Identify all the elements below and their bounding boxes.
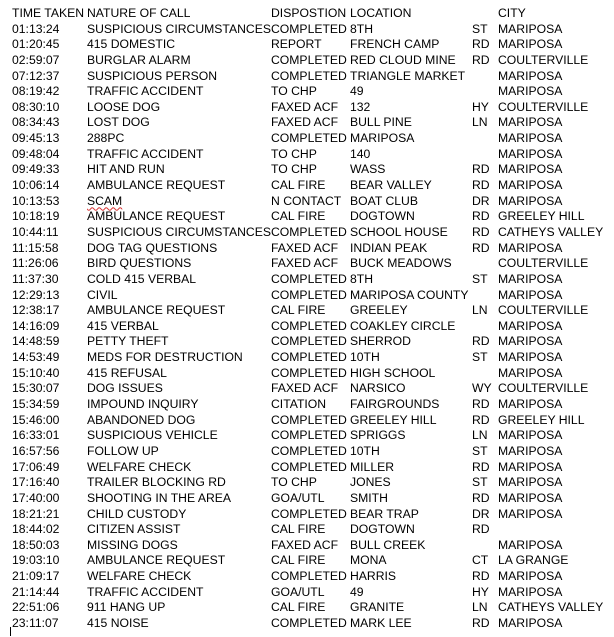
cell-suffix: ST bbox=[472, 443, 488, 458]
cell-location: MARIPOSA bbox=[350, 131, 415, 146]
cell-suffix: RD bbox=[472, 224, 490, 239]
cell-location: SPRIGGS bbox=[350, 428, 406, 443]
cell-time: 01:20:45 bbox=[12, 37, 60, 52]
cell-suffix: RD bbox=[472, 397, 490, 412]
cell-location: DOGTOWN bbox=[350, 522, 415, 537]
cell-suffix: LN bbox=[472, 428, 488, 443]
cell-nature: SCAM bbox=[87, 193, 123, 208]
cell-location: BEAR TRAP bbox=[350, 506, 419, 521]
cell-nature: BURGLAR ALARM bbox=[87, 52, 191, 67]
cell-nature: WELFARE CHECK bbox=[87, 459, 192, 474]
cell-nature: SHOOTING IN THE AREA bbox=[87, 490, 232, 505]
cell-city: MARIPOSA bbox=[498, 397, 563, 412]
cell-suffix: CT bbox=[472, 553, 489, 568]
cell-time: 01:13:24 bbox=[12, 21, 60, 36]
cell-location: TRIANGLE MARKET bbox=[350, 68, 466, 83]
text-cursor bbox=[10, 627, 11, 636]
cell-nature: 415 VERBAL bbox=[87, 318, 159, 333]
cell-disposition: TO CHP bbox=[271, 146, 317, 161]
cell-time: 10:06:14 bbox=[12, 178, 60, 193]
cell-nature: IMPOUND INQUIRY bbox=[87, 397, 199, 412]
cell-nature: SUSPICIOUS CIRCUMSTANCES bbox=[87, 21, 271, 36]
cell-nature: 415 DOMESTIC bbox=[87, 37, 176, 52]
cell-city: MARIPOSA bbox=[498, 271, 563, 286]
cell-city: MARIPOSA bbox=[498, 84, 563, 99]
header-nature: NATURE OF CALL bbox=[87, 6, 191, 20]
cell-nature: FOLLOW UP bbox=[87, 443, 159, 458]
cell-location: BOAT CLUB bbox=[350, 193, 418, 208]
cell-suffix: ST bbox=[472, 21, 488, 36]
cell-nature: CHILD CUSTODY bbox=[87, 506, 187, 521]
cell-disposition: FAXED ACF bbox=[271, 381, 339, 396]
cell-time: 09:49:33 bbox=[12, 162, 60, 177]
cell-nature: AMBULANCE REQUEST bbox=[87, 553, 226, 568]
cell-location: SMITH bbox=[350, 490, 388, 505]
cell-location: MARIPOSA COUNTY bbox=[350, 287, 469, 302]
cell-city: MARIPOSA bbox=[498, 68, 563, 83]
cell-suffix: RD bbox=[472, 209, 490, 224]
cell-disposition: CAL FIRE bbox=[271, 522, 326, 537]
cell-disposition: COMPLETED bbox=[271, 21, 347, 36]
cell-nature: PETTY THEFT bbox=[87, 334, 169, 349]
cell-time: 12:29:13 bbox=[12, 287, 60, 302]
cell-location: BUCK MEADOWS bbox=[350, 256, 452, 271]
cell-city: MARIPOSA bbox=[498, 146, 563, 161]
header-time: TIME TAKEN bbox=[12, 6, 85, 20]
cell-location: BULL PINE bbox=[350, 115, 412, 130]
cell-nature: SUSPICIOUS VEHICLE bbox=[87, 428, 218, 443]
cell-city: MARIPOSA bbox=[498, 459, 563, 474]
cell-suffix: RD bbox=[472, 615, 490, 630]
cell-disposition: GOA/UTL bbox=[271, 584, 325, 599]
cell-time: 10:18:19 bbox=[12, 209, 60, 224]
cell-location: GRANITE bbox=[350, 600, 405, 615]
cell-suffix: RD bbox=[472, 240, 490, 255]
cell-nature: HIT AND RUN bbox=[87, 162, 165, 177]
cell-city: CATHEYS VALLEY bbox=[498, 224, 604, 239]
cell-location: WASS bbox=[350, 162, 386, 177]
cell-suffix: HY bbox=[472, 99, 489, 114]
cell-location: HIGH SCHOOL bbox=[350, 365, 436, 380]
cell-nature: 911 HANG UP bbox=[87, 600, 166, 615]
cell-location: 8TH bbox=[350, 21, 374, 36]
cell-location: NARSICO bbox=[350, 381, 406, 396]
cell-disposition: COMPLETED bbox=[271, 224, 347, 239]
cell-nature: WELFARE CHECK bbox=[87, 569, 192, 584]
cell-location: 8TH bbox=[350, 271, 374, 286]
header-disposition: DISPOSTION bbox=[271, 6, 347, 20]
cell-nature: SUSPICIOUS CIRCUMSTANCES bbox=[87, 224, 271, 239]
cell-disposition: COMPLETED bbox=[271, 287, 347, 302]
cell-city: MARIPOSA bbox=[498, 334, 563, 349]
cell-location: BEAR VALLEY bbox=[350, 178, 432, 193]
cell-time: 18:50:03 bbox=[12, 537, 60, 552]
cell-location: 49 bbox=[350, 584, 364, 599]
cell-suffix: WY bbox=[472, 381, 492, 396]
cell-location: 49 bbox=[350, 84, 364, 99]
cell-nature: LOOSE DOG bbox=[87, 99, 161, 114]
cell-location: BULL CREEK bbox=[350, 537, 426, 552]
cell-time: 12:38:17 bbox=[12, 303, 60, 318]
cell-city: MARIPOSA bbox=[498, 193, 563, 208]
cell-disposition: TO CHP bbox=[271, 84, 317, 99]
cell-nature: CIVIL bbox=[87, 287, 118, 302]
cell-time: 18:21:21 bbox=[12, 506, 60, 521]
cell-time: 07:12:37 bbox=[12, 68, 60, 83]
cell-nature: MEDS FOR DESTRUCTION bbox=[87, 350, 243, 365]
cell-disposition: COMPLETED bbox=[271, 271, 347, 286]
cell-time: 17:06:49 bbox=[12, 459, 60, 474]
cell-suffix: RD bbox=[472, 52, 490, 67]
cell-disposition: COMPLETED bbox=[271, 443, 347, 458]
cell-suffix: RD bbox=[472, 37, 490, 52]
cell-city: MARIPOSA bbox=[498, 318, 563, 333]
cell-disposition: GOA/UTL bbox=[271, 490, 325, 505]
cell-location: 10TH bbox=[350, 350, 380, 365]
cell-suffix: RD bbox=[472, 522, 490, 537]
cell-nature: DOG ISSUES bbox=[87, 381, 163, 396]
cell-nature: TRAFFIC ACCIDENT bbox=[87, 146, 204, 161]
cell-disposition: FAXED ACF bbox=[271, 115, 339, 130]
cell-time: 21:09:17 bbox=[12, 569, 60, 584]
cell-time: 10:13:53 bbox=[12, 193, 60, 208]
cell-disposition: TO CHP bbox=[271, 475, 317, 490]
cell-disposition: TO CHP bbox=[271, 162, 317, 177]
cell-nature: TRAILER BLOCKING RD bbox=[87, 475, 226, 490]
cell-time: 11:15:58 bbox=[12, 240, 59, 255]
cell-time: 22:51:06 bbox=[12, 600, 60, 615]
cell-nature: 415 REFUSAL bbox=[87, 365, 167, 380]
cell-location: MILLER bbox=[350, 459, 395, 474]
cell-disposition: COMPLETED bbox=[271, 131, 347, 146]
cell-disposition: CITATION bbox=[271, 397, 327, 412]
cell-time: 08:34:43 bbox=[12, 115, 60, 130]
cell-city: MARIPOSA bbox=[498, 131, 563, 146]
cell-time: 02:59:07 bbox=[12, 52, 60, 67]
cell-location: HARRIS bbox=[350, 569, 397, 584]
cell-suffix: LN bbox=[472, 303, 488, 318]
cell-nature: AMBULANCE REQUEST bbox=[87, 209, 226, 224]
cell-time: 11:26:06 bbox=[12, 256, 59, 271]
cell-suffix: LN bbox=[472, 600, 488, 615]
cell-city: MARIPOSA bbox=[498, 537, 563, 552]
cell-suffix: RD bbox=[472, 162, 490, 177]
cell-disposition: COMPLETED bbox=[271, 365, 347, 380]
cell-disposition: CAL FIRE bbox=[271, 303, 326, 318]
cell-nature: LOST DOG bbox=[87, 115, 150, 130]
cell-time: 19:03:10 bbox=[12, 553, 60, 568]
cell-disposition: CAL FIRE bbox=[271, 600, 326, 615]
cell-time: 08:30:10 bbox=[12, 99, 60, 114]
cell-disposition: COMPLETED bbox=[271, 52, 347, 67]
cell-location: 10TH bbox=[350, 443, 380, 458]
cell-disposition: COMPLETED bbox=[271, 318, 347, 333]
cell-city: MARIPOSA bbox=[498, 615, 563, 630]
cell-nature: BIRD QUESTIONS bbox=[87, 256, 192, 271]
cell-city: MARIPOSA bbox=[498, 115, 563, 130]
cell-time: 15:34:59 bbox=[12, 397, 60, 412]
cell-city: GREELEY HILL bbox=[498, 209, 585, 224]
cell-time: 16:33:01 bbox=[12, 428, 60, 443]
cell-location: SHERROD bbox=[350, 334, 411, 349]
cell-time: 18:44:02 bbox=[12, 522, 60, 537]
cell-time: 23:11:07 bbox=[12, 615, 59, 630]
cell-disposition: FAXED ACF bbox=[271, 240, 339, 255]
cell-time: 21:14:44 bbox=[12, 584, 60, 599]
cell-location: GREELEY bbox=[350, 303, 408, 318]
cell-location: SCHOOL HOUSE bbox=[350, 224, 448, 239]
cell-nature: MISSING DOGS bbox=[87, 537, 178, 552]
cell-city: COULTERVILLE bbox=[498, 256, 589, 271]
cell-nature: DOG TAG QUESTIONS bbox=[87, 240, 218, 255]
cell-city: MARIPOSA bbox=[498, 240, 563, 255]
cell-city: MARIPOSA bbox=[498, 365, 563, 380]
cell-city: MARIPOSA bbox=[498, 428, 563, 443]
cell-suffix: ST bbox=[472, 350, 488, 365]
cell-city: GREELEY HILL bbox=[498, 412, 585, 427]
cell-time: 15:30:07 bbox=[12, 381, 60, 396]
cell-disposition: REPORT bbox=[271, 37, 322, 52]
cell-disposition: FAXED ACF bbox=[271, 537, 339, 552]
cell-location: 132 bbox=[350, 99, 371, 114]
cell-suffix: RD bbox=[472, 178, 490, 193]
cell-location: FAIRGROUNDS bbox=[350, 397, 440, 412]
cell-nature: AMBULANCE REQUEST bbox=[87, 303, 226, 318]
header-city: CITY bbox=[498, 6, 526, 20]
cell-city: MARIPOSA bbox=[498, 37, 563, 52]
cell-location: DOGTOWN bbox=[350, 209, 415, 224]
cell-suffix: RD bbox=[472, 569, 490, 584]
cell-city: MARIPOSA bbox=[498, 569, 563, 584]
cell-location: MONA bbox=[350, 553, 387, 568]
cell-city: LA GRANGE bbox=[498, 553, 569, 568]
cell-disposition: COMPLETED bbox=[271, 569, 347, 584]
cell-disposition: COMPLETED bbox=[271, 459, 347, 474]
cell-city: COULTERVILLE bbox=[498, 303, 589, 318]
cell-nature: TRAFFIC ACCIDENT bbox=[87, 584, 204, 599]
cell-disposition: COMPLETED bbox=[271, 615, 347, 630]
cell-disposition: N CONTACT bbox=[271, 193, 342, 208]
cell-nature: CITIZEN ASSIST bbox=[87, 522, 181, 537]
cell-disposition: CAL FIRE bbox=[271, 178, 326, 193]
cell-city: MARIPOSA bbox=[498, 490, 563, 505]
cell-time: 17:16:40 bbox=[12, 475, 60, 490]
cell-time: 14:16:09 bbox=[12, 318, 60, 333]
cell-suffix: HY bbox=[472, 584, 489, 599]
cell-city: MARIPOSA bbox=[498, 475, 563, 490]
cell-location: JONES bbox=[350, 475, 391, 490]
cell-disposition: CAL FIRE bbox=[271, 209, 326, 224]
cell-nature: TRAFFIC ACCIDENT bbox=[87, 84, 204, 99]
cell-nature: SUSPICIOUS PERSON bbox=[87, 68, 218, 83]
cell-city: COULTERVILLE bbox=[498, 99, 589, 114]
cell-time: 10:44:11 bbox=[12, 224, 59, 239]
cell-city: CATHEYS VALLEY bbox=[498, 600, 604, 615]
cell-location: GREELEY HILL bbox=[350, 412, 437, 427]
cell-city: MARIPOSA bbox=[498, 21, 563, 36]
cell-time: 17:40:00 bbox=[12, 490, 60, 505]
cell-time: 08:19:42 bbox=[12, 84, 60, 99]
cell-city: COULTERVILLE bbox=[498, 52, 589, 67]
cell-nature: 288PC bbox=[87, 131, 125, 146]
cell-time: 09:45:13 bbox=[12, 131, 60, 146]
cell-suffix: ST bbox=[472, 271, 488, 286]
cell-time: 14:53:49 bbox=[12, 350, 60, 365]
cell-time: 15:46:00 bbox=[12, 412, 60, 427]
cell-location: RED CLOUD MINE bbox=[350, 52, 456, 67]
cell-city: MARIPOSA bbox=[498, 178, 563, 193]
cell-city: MARIPOSA bbox=[498, 506, 563, 521]
cell-location: 140 bbox=[350, 146, 371, 161]
cell-disposition: COMPLETED bbox=[271, 506, 347, 521]
cell-nature: AMBULANCE REQUEST bbox=[87, 178, 226, 193]
cell-location: INDIAN PEAK bbox=[350, 240, 428, 255]
cell-disposition: COMPLETED bbox=[271, 334, 347, 349]
cell-nature: COLD 415 VERBAL bbox=[87, 271, 197, 286]
cell-location: FRENCH CAMP bbox=[350, 37, 440, 52]
cell-city: MARIPOSA bbox=[498, 584, 563, 599]
cell-location: COAKLEY CIRCLE bbox=[350, 318, 456, 333]
cell-suffix: DR bbox=[472, 506, 490, 521]
cell-disposition: COMPLETED bbox=[271, 412, 347, 427]
cell-disposition: FAXED ACF bbox=[271, 99, 339, 114]
cell-nature: ABANDONED DOG bbox=[87, 412, 196, 427]
cell-disposition: COMPLETED bbox=[271, 68, 347, 83]
cell-location: MARK LEE bbox=[350, 615, 412, 630]
cell-suffix: RD bbox=[472, 334, 490, 349]
cell-time: 11:37:30 bbox=[12, 271, 59, 286]
cell-time: 14:48:59 bbox=[12, 334, 60, 349]
header-location: LOCATION bbox=[350, 6, 412, 20]
cell-city: MARIPOSA bbox=[498, 287, 563, 302]
cell-disposition: CAL FIRE bbox=[271, 553, 326, 568]
cell-suffix: RD bbox=[472, 459, 490, 474]
cell-suffix: DR bbox=[472, 193, 490, 208]
cell-suffix: ST bbox=[472, 475, 488, 490]
cell-disposition: COMPLETED bbox=[271, 428, 347, 443]
cell-disposition: COMPLETED bbox=[271, 350, 347, 365]
cell-city: MARIPOSA bbox=[498, 350, 563, 365]
cell-suffix: LN bbox=[472, 115, 488, 130]
cell-time: 15:10:40 bbox=[12, 365, 60, 380]
cell-city: MARIPOSA bbox=[498, 443, 563, 458]
cell-city: MARIPOSA bbox=[498, 162, 563, 177]
cell-city: COULTERVILLE bbox=[498, 381, 589, 396]
cell-time: 09:48:04 bbox=[12, 146, 60, 161]
cell-time: 16:57:56 bbox=[12, 443, 60, 458]
cell-suffix: RD bbox=[472, 490, 490, 505]
cell-nature: 415 NOISE bbox=[87, 615, 149, 630]
cell-disposition: FAXED ACF bbox=[271, 256, 339, 271]
cell-suffix: RD bbox=[472, 412, 490, 427]
